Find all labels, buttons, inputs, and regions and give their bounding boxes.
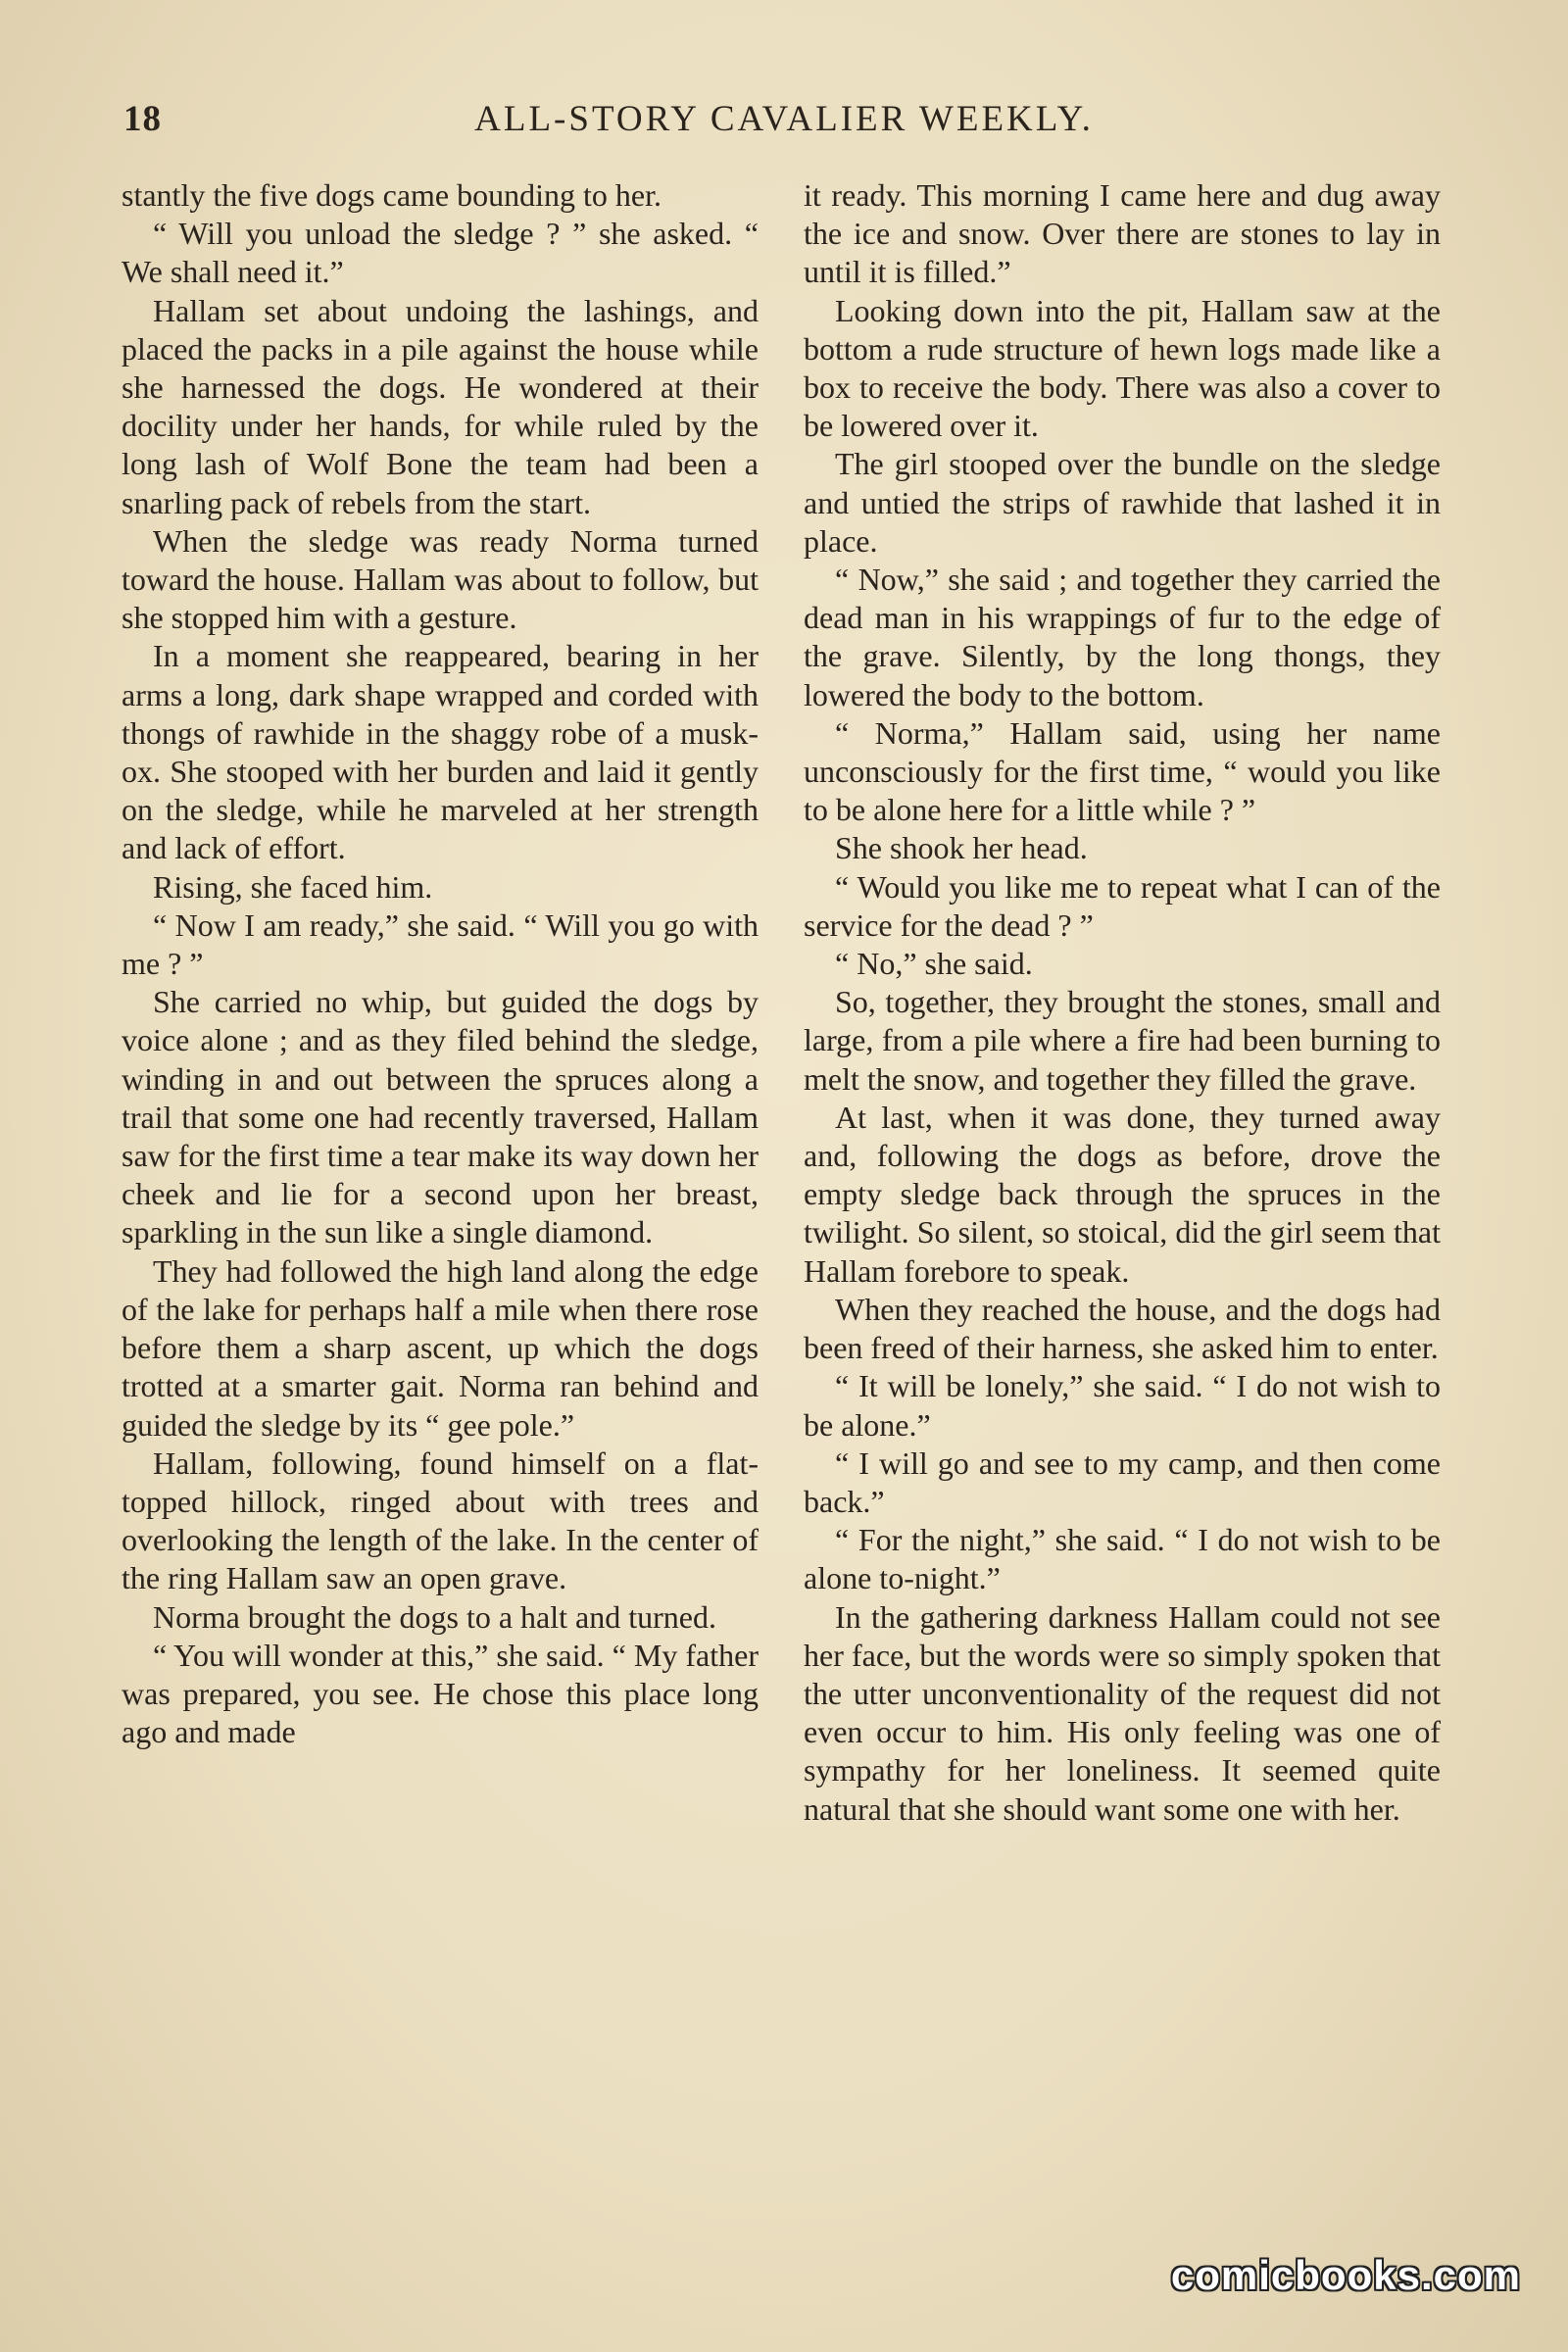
- paragraph: it ready. This morning I came here and dug away the ice and snow. Over there are stones to lay in until it is filled.”: [804, 177, 1441, 290]
- paragraph: They had followed the high land along the edge of the lake for perhaps half a mile when there rose before them a sharp ascent, up which the dogs trotted at a smarter gait. Norma ran behind and guided the sledge by its “ gee pole.”: [122, 1252, 759, 1443]
- paragraph: “ Will you unload the sledge ? ” she asked. “ We shall need it.”: [122, 216, 759, 290]
- paragraph: Looking down into the pit, Hallam saw at the bottom a rude structure of hewn logs made like a box to receive the body. There was also a cover to be lowered over it.: [804, 292, 1441, 444]
- paragraph: Norma brought the dogs to a halt and turned.: [153, 1598, 716, 1635]
- paragraph: “ It will be lonely,” she said. “ I do not wish to be alone.”: [804, 1368, 1441, 1443]
- paragraph: She carried no whip, but guided the dogs by voice alone ; and as they filed behind the sledge, winding in and out between the spruces along a trail that some one had recently traversed, Hallam saw for the first time a tear make its way down her cheek and lie for a second upon her breast, sparkling in the sun like a single diamond.: [122, 984, 759, 1250]
- paragraph: “ For the night,” she said. “ I do not wish to be alone to-night.”: [804, 1522, 1441, 1596]
- paragraph: She shook her head.: [835, 830, 1088, 866]
- paragraph: At last, when it was done, they turned away and, following the dogs as before, drove the empty sledge back through the spruces in the twilight. So silent, so stoical, did the girl seem that Hallam forebore to speak.: [804, 1099, 1441, 1289]
- page-number: 18: [123, 99, 162, 139]
- watermark: comicbooks.com: [1170, 2252, 1521, 2298]
- paragraph: stantly the five dogs came bounding to her.: [122, 177, 662, 213]
- paragraph: The girl stooped over the bundle on the sledge and untied the strips of rawhide that lashed it in place.: [804, 446, 1441, 559]
- paragraph: Hallam, following, found himself on a flat-topped hillock, ringed about with trees and overlooking the length of the lake. In the center of the ring Hallam saw an open grave.: [122, 1445, 759, 1596]
- paragraph: Hallam set about undoing the lashings, and placed the packs in a pile against the house while she harnessed the dogs. He wondered at their docility under her hands, for while ruled by the long lash of Wolf Bone the team had been a snarling pack of rebels from the start.: [122, 292, 759, 520]
- paragraph: “ Now I am ready,” she said. “ Will you go with me ? ”: [122, 906, 759, 982]
- paragraph: “ Norma,” Hallam said, using her name unconsciously for the first time, “ would you like to be alone here for a little while ? ”: [804, 714, 1441, 828]
- page-header: [118, 98, 1450, 157]
- paragraph: So, together, they brought the stones, small and large, from a pile where a fire had been burning to melt the snow, and together they filled the grave.: [804, 984, 1441, 1097]
- paragraph: In a moment she reappeared, bearing in her arms a long, dark shape wrapped and corded with thongs of rawhide in the shaggy robe of a musk-ox. She stooped with her burden and laid it gently on the sledge, while he marveled at her strength and lack of effort.: [122, 638, 759, 866]
- paragraph: “ Now,” she said ; and together they carried the dead man in his wrappings of fur to the edge of the grave. Silently, by the long thongs, they lowered the body to the bottom.: [804, 562, 1441, 712]
- running-title: ALL-STORY CAVALIER WEEKLY.: [474, 99, 1094, 139]
- left-column: [122, 176, 759, 1751]
- paragraph: “ Would you like me to repeat what I can of the service for the dead ? ”: [804, 868, 1441, 943]
- paragraph: When they reached the house, and the dogs had been freed of their harness, she asked him to enter.: [804, 1291, 1441, 1366]
- paragraph: In the gathering darkness Hallam could not see her face, but the words were so simply spoken that the utter unconventionality of the request did not even occur to him. His only feeling was one of sympathy for her loneliness. It seemed quite natural that she should want some one with her.: [804, 1598, 1441, 1827]
- paragraph: When the sledge was ready Norma turned toward the house. Hallam was about to follow, but she stopped him with a gesture.: [122, 522, 759, 636]
- paragraph: “ I will go and see to my camp, and then come back.”: [804, 1445, 1441, 1519]
- paragraph: Rising, she faced him.: [153, 868, 433, 905]
- paragraph: “ No,” she said.: [835, 946, 1033, 982]
- paragraph: “ You will wonder at this,” she said. “ My father was prepared, you see. He chose this place long ago and made: [122, 1637, 759, 1750]
- right-column: [804, 176, 1441, 1829]
